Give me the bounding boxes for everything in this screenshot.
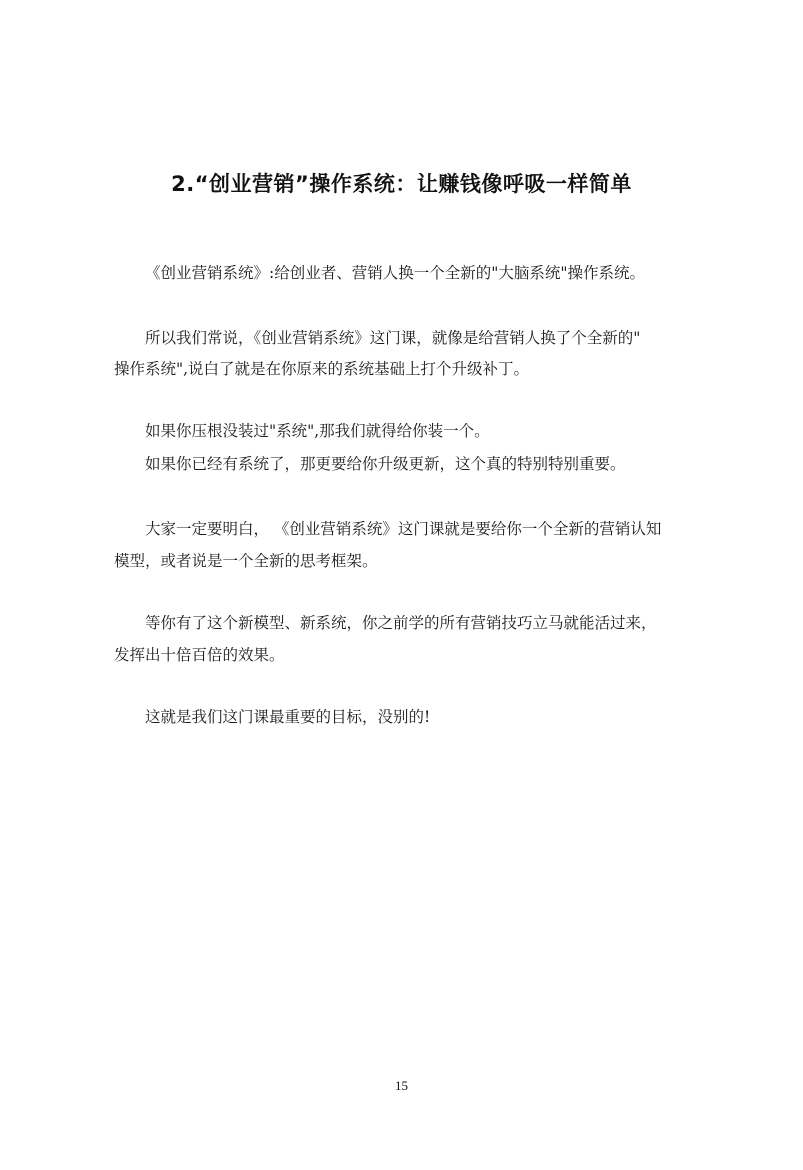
paragraph-2-line-1: 所以我们常说，《创业营销系统》这门课，就像是给营销人换了个全新的": [145, 329, 641, 347]
paragraph-2-line-2: 操作系统",说白了就是在你原来的系统基础上打个升级补丁。: [114, 360, 530, 378]
paragraph-1-line-1: 《创业营销系统》:给创业者、营销人换一个全新的"大脑系统"操作系统。: [145, 264, 645, 282]
paragraph-4-line-1: 大家一定要明白， 《创业营销系统》这门课就是要给你一个全新的营销认知: [145, 520, 662, 538]
paragraph-3-line-2: 如果你已经有系统了，那更要给你升级更新，这个真的特别特别重要。: [145, 455, 626, 473]
paragraph-4-line-2: 模型，或者说是一个全新的思考框架。: [114, 552, 378, 570]
paragraph-3-line-1: 如果你压根没装过"系统",那我们就得给你装一个。: [145, 422, 490, 440]
paragraph-5-line-1: 等你有了这个新模型、新系统，你之前学的所有营销技巧立马就能活过来，: [145, 614, 657, 632]
page-number: 15: [395, 1078, 408, 1093]
section-heading: 2.“创业营销”操作系统：让赚钱像呼吸一样简单: [171, 172, 632, 196]
paragraph-6-line-1: 这就是我们这门课最重要的目标，没别的!: [145, 708, 431, 726]
paragraph-5-line-2: 发挥出十倍百倍的效果。: [114, 646, 285, 664]
